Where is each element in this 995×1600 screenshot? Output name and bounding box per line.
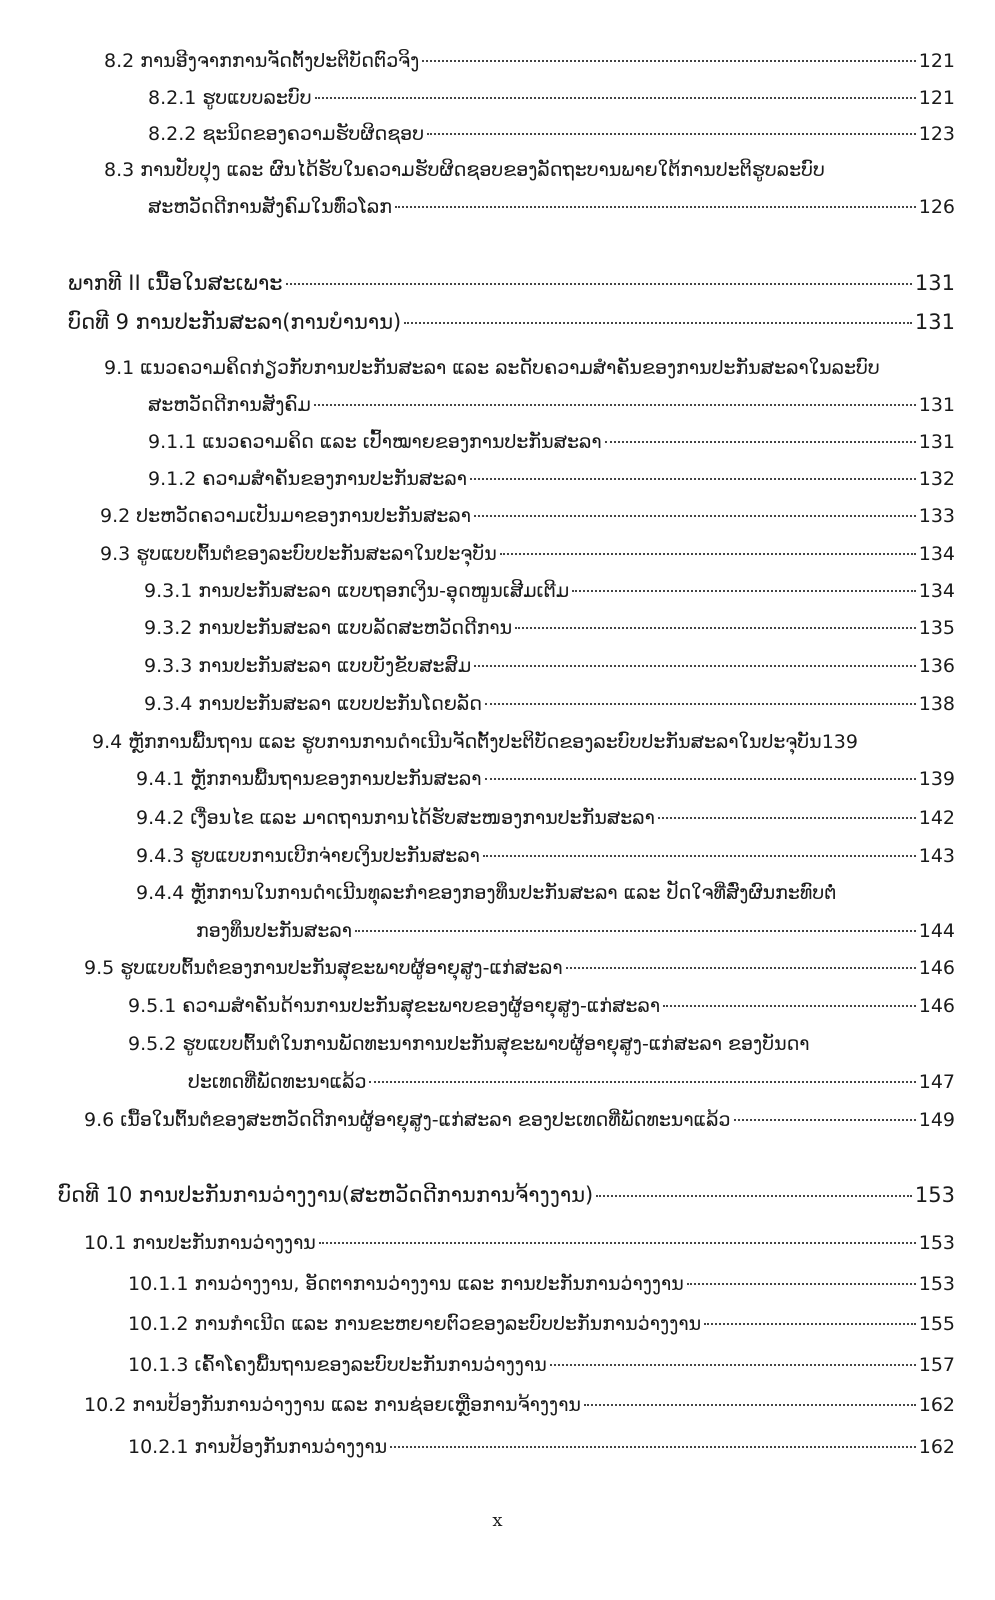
toc-entry-title: 9.4.4 ຫຼັກການໃນການດໍາເນີນທຸລະກໍາຂອງກອງທຶນປະກັນສະລາ ແລະ ປັດໃຈທີ່ສົ່ງຜົນກະທົບຕໍ່ — [136, 882, 837, 904]
toc-entry-title: ພາກທີ II ເນື້ອໃນສະເພາະ — [68, 271, 283, 295]
toc-entry-title: 10.1.2 ການກໍາເນີດ ແລະ ການຂະຫຍາຍຕົວຂອງລະບົບປະກັນການວ່າງງານ — [128, 1313, 702, 1335]
toc-entry-continuation[interactable] — [148, 392, 955, 418]
leader-dots — [427, 133, 916, 135]
toc-entry-title: 9.6 ເນື້ອໃນຕົ້ນຕໍຂອງສະຫວັດດີການຜູ້ອາຍຸສູງ-ແກ່ສະລາ ຂອງປະເທດທີ່ພັດທະນາແລ້ວ — [84, 1109, 731, 1131]
toc-entry-title: 9.3.3 ການປະກັນສະລາ ແບບບັງຂັບສະສົມ — [144, 655, 472, 677]
toc-entry[interactable] — [128, 1352, 955, 1378]
leader-dots — [485, 778, 916, 780]
toc-entry-page: 134 — [918, 543, 955, 565]
leader-dots — [663, 1005, 916, 1007]
toc-entry-title: 9.1.2 ຄວາມສໍາຄັນຂອງການປະກັນສະລາ — [148, 468, 468, 490]
toc-entry-page: 132 — [918, 468, 955, 490]
toc-entry-page: 155 — [918, 1313, 955, 1335]
toc-entry-page: 153 — [914, 1183, 955, 1207]
toc-entry[interactable] — [104, 157, 955, 183]
leader-dots — [572, 590, 916, 592]
leader-dots — [704, 1323, 916, 1325]
toc-entry-title: 8.3 ການປັບປຸງ ແລະ ຜົນໄດ້ຮັບໃນຄວາມຮັບຜິດຊອບຂອງລັດຖະບານພາຍໃຕ້ການປະຕິຮູບລະບົບ — [104, 159, 825, 181]
toc-entry-title: ສະຫວັດດີການສັງຄົມ — [148, 394, 311, 416]
toc-entry[interactable] — [144, 691, 955, 717]
toc-entry-page: 126 — [918, 196, 955, 218]
toc-entry[interactable] — [84, 1392, 955, 1418]
toc-entry[interactable] — [84, 1230, 955, 1256]
toc-entry-title: 8.2.2 ຊະນິດຂອງຄວາມຮັບຜິດຊອບ — [148, 123, 425, 145]
leader-dots — [355, 930, 916, 932]
toc-entry[interactable] — [148, 85, 955, 111]
toc-entry[interactable] — [144, 615, 955, 641]
toc-entry[interactable] — [136, 805, 955, 831]
toc-entry[interactable] — [128, 1031, 955, 1057]
toc-entry-page: 136 — [918, 655, 955, 677]
leader-dots — [369, 1081, 915, 1083]
leader-dots — [658, 817, 916, 819]
toc-entry-title: 9.1.1 ແນວຄວາມຄິດ ແລະ ເປົ້າໝາຍຂອງການປະກັນສະລາ — [148, 431, 602, 453]
toc-entry[interactable] — [136, 766, 955, 792]
toc-chapter-heading[interactable] — [68, 307, 955, 337]
toc-entry-title: 10.1.1 ການວ່າງງານ, ອັດຕາການວ່າງງານ ແລະ ການປະກັນການວ່າງງານ — [128, 1273, 684, 1295]
toc-entry-title: 8.2.1 ຮູບແບບລະບົບ — [148, 87, 312, 109]
toc-entry[interactable] — [144, 578, 955, 604]
toc-entry[interactable] — [144, 653, 955, 679]
leader-dots — [566, 967, 916, 969]
leader-dots — [550, 1364, 916, 1366]
leader-dots — [286, 283, 912, 285]
toc-entry-page: 123 — [918, 123, 955, 145]
leader-dots — [605, 441, 916, 443]
toc-entry-title: ກອງທຶນປະກັນສະລາ — [196, 920, 352, 942]
leader-dots — [319, 1242, 916, 1244]
page-number: x — [492, 1510, 503, 1531]
toc-entry[interactable] — [84, 955, 955, 981]
toc-entry-title: 10.1.3 ເຄົ້າໂຄງພື້ນຖານຂອງລະບົບປະກັນການວ່າງງານ — [128, 1354, 547, 1376]
leader-dots — [315, 97, 916, 99]
leader-dots — [687, 1283, 916, 1285]
toc-entry-page: 121 — [918, 87, 955, 109]
toc-entry-title: 9.4.2 ເງື່ອນໄຂ ແລະ ມາດຖານການໄດ້ຮັບສະໜອງການປະກັນສະລາ — [136, 807, 655, 829]
toc-entry-page: 131 — [914, 310, 955, 334]
toc-entry-title: 10.2.1 ການປ້ອງກັນການວ່າງງານ — [128, 1436, 388, 1458]
toc-entry-page: 135 — [918, 617, 955, 639]
toc-entry-page: 131 — [914, 271, 955, 295]
leader-dots — [474, 665, 916, 667]
toc-entry-page: 139 — [918, 768, 955, 790]
toc-entry-title: 9.4 ຫຼັກການພື້ນຖານ ແລະ ຮູບການການດໍາເນີນຈັດຕັ້ງປະຕິບັດຂອງລະບົບປະກັນສະລາໃນປະຈຸບັນ — [92, 731, 822, 753]
leader-dots — [734, 1119, 916, 1121]
toc-entry-page: 133 — [918, 505, 955, 527]
leader-dots — [596, 1195, 912, 1197]
toc-entry[interactable] — [128, 993, 955, 1019]
toc-entry[interactable] — [104, 355, 955, 381]
toc-entry[interactable] — [100, 503, 955, 529]
toc-entry-title: 9.3 ຮູບແບບຕົ້ນຕໍຂອງລະບົບປະກັນສະລາໃນປະຈຸບັນ — [100, 543, 497, 565]
toc-entry-page: 147 — [918, 1071, 955, 1093]
toc-entry-title: 9.1 ແນວຄວາມຄິດກ່ຽວກັບການປະກັນສະລາ ແລະ ລະດັບຄວາມສໍາຄັນຂອງການປະກັນສະລາໃນລະບົບ — [104, 357, 880, 379]
toc-entry-page: 162 — [918, 1436, 955, 1458]
toc-entry[interactable] — [128, 1271, 955, 1297]
leader-dots — [474, 515, 916, 517]
toc-entry[interactable] — [104, 48, 955, 74]
toc-entry-title: 9.4.1 ຫຼັກການພື້ນຖານຂອງການປະກັນສະລາ — [136, 768, 482, 790]
toc-part-heading[interactable] — [68, 268, 955, 298]
toc-entry-continuation[interactable] — [196, 918, 955, 944]
toc-entry-title: 8.2 ການອີງຈາກການຈັດຕັ້ງປະຕິບັດຕົວຈິງ — [104, 50, 420, 72]
toc-entry-title: 10.2 ການປ້ອງກັນການວ່າງງານ ແລະ ການຊ່ອຍເຫຼືອການຈ້າງງານ — [84, 1394, 581, 1416]
toc-entry-page: 144 — [918, 920, 955, 942]
leader-dots — [395, 206, 916, 208]
toc-entry-page: 143 — [918, 845, 955, 867]
toc-entry-continuation[interactable] — [148, 194, 955, 220]
leader-dots — [470, 478, 916, 480]
toc-entry-title: 9.3.2 ການປະກັນສະລາ ແບບລັດສະຫວັດດີການ — [144, 617, 513, 639]
toc-entry-page: 153 — [918, 1232, 955, 1254]
toc-entry[interactable] — [128, 1311, 955, 1337]
toc-entry-page: 146 — [918, 995, 955, 1017]
toc-entry[interactable] — [148, 121, 955, 147]
toc-entry[interactable] — [136, 843, 955, 869]
toc-entry[interactable] — [100, 541, 955, 567]
toc-entry[interactable] — [92, 729, 955, 755]
toc-entry-page: 138 — [918, 693, 955, 715]
toc-entry-title: 9.3.1 ການປະກັນສະລາ ແບບຖອກເງິນ-ອຸດໜູນເສີມເຕີມ — [144, 580, 570, 602]
toc-entry-page: 149 — [918, 1109, 955, 1131]
toc-entry-page: 162 — [918, 1394, 955, 1416]
toc-entry-title: ປະເທດທີ່ພັດທະນາແລ້ວ — [188, 1071, 367, 1093]
toc-entry-title: 9.3.4 ການປະກັນສະລາ ແບບປະກັນໂດຍລັດ — [144, 693, 482, 715]
toc-entry[interactable] — [148, 429, 955, 455]
toc-entry[interactable] — [148, 466, 955, 492]
leader-dots — [515, 627, 916, 629]
toc-entry-page: 131 — [918, 394, 955, 416]
toc-entry-title: 9.5 ຮູບແບບຕົ້ນຕໍຂອງການປະກັນສຸຂະພາບຜູ້ອາຍຸສູງ-ແກ່ສະລາ — [84, 957, 563, 979]
toc-entry-continuation[interactable] — [188, 1069, 955, 1095]
leader-dots — [485, 703, 916, 705]
leader-dots — [314, 404, 916, 406]
toc-entry-page: 142 — [918, 807, 955, 829]
toc-entry-title: ບົດທີ 9 ການປະກັນສະລາ(ການບໍານານ) — [68, 310, 402, 334]
toc-entry-page: 134 — [918, 580, 955, 602]
toc-entry-page: 157 — [918, 1354, 955, 1376]
toc-entry-title: 10.1 ການປະກັນການວ່າງງານ — [84, 1232, 316, 1254]
toc-entry[interactable] — [136, 880, 955, 906]
toc-entry[interactable] — [84, 1107, 955, 1133]
leader-dots — [422, 60, 915, 62]
toc-entry-page: 121 — [918, 50, 955, 72]
leader-dots — [483, 855, 916, 857]
toc-entry-title: 9.5.2 ຮູບແບບຕົ້ນຕໍໃນການພັດທະນາການປະກັນສຸຂະພາບຜູ້ອາຍຸສູງ-ແກ່ສະລາ ຂອງບັນດາ — [128, 1033, 810, 1055]
toc-entry-page: 139 — [821, 731, 858, 753]
toc-entry-page: 146 — [918, 957, 955, 979]
leader-dots — [584, 1404, 916, 1406]
toc-entry-title: ບົດທີ 10 ການປະກັນການວ່າງງານ(ສະຫວັດດີການການຈ້າງງານ) — [58, 1183, 594, 1207]
toc-entry-title: 9.5.1 ຄວາມສໍາຄັນດ້ານການປະກັນສຸຂະພາບຂອງຜູ້ອາຍຸສູງ-ແກ່ສະລາ — [128, 995, 661, 1017]
toc-entry[interactable] — [128, 1434, 955, 1460]
toc-entry-title: 9.4.3 ຮູບແບບການເບີກຈ່າຍເງິນປະກັນສະລາ — [136, 845, 480, 867]
toc-entry-title: ສະຫວັດດີການສັງຄົມໃນທົ່ວໂລກ — [148, 196, 393, 218]
toc-entry-page: 131 — [918, 431, 955, 453]
leader-dots — [500, 553, 916, 555]
toc-chapter-heading[interactable] — [58, 1180, 955, 1210]
toc-entry-page: 153 — [918, 1273, 955, 1295]
leader-dots — [404, 322, 912, 324]
leader-dots — [390, 1446, 916, 1448]
toc-entry-title: 9.2 ປະຫວັດຄວາມເປັນມາຂອງການປະກັນສະລາ — [100, 505, 471, 527]
